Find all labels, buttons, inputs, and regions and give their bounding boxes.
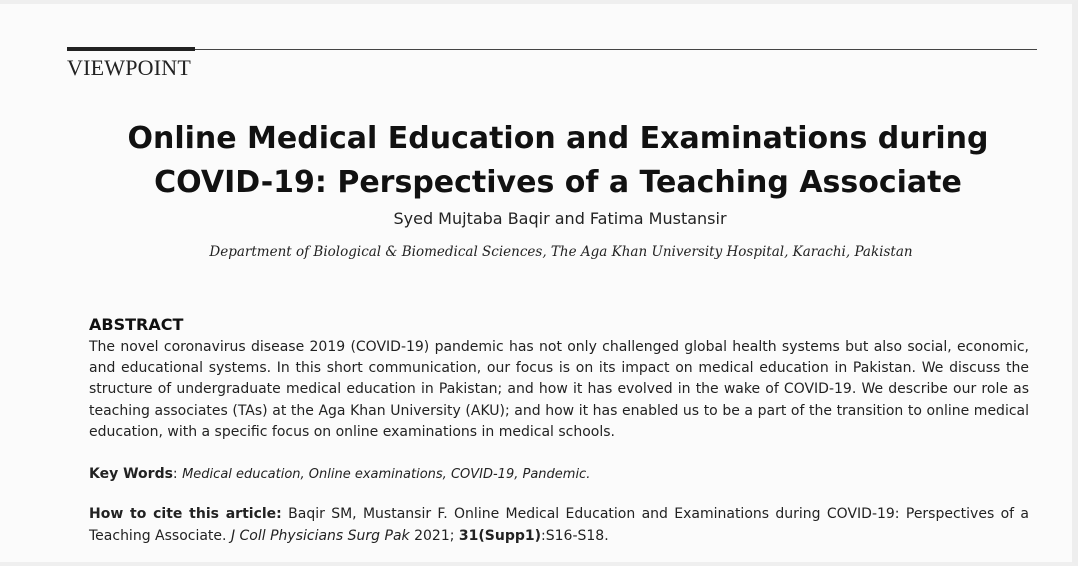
abstract-heading: ABSTRACT xyxy=(89,315,184,334)
abstract-body: The novel coronavirus disease 2019 (COVID-19) pandemic has not only challenged global health systems but also social, economic, and educational systems. In this short communication, our focus is on its impact on medical education in Pakistan. We discuss the structure of undergraduate medical education in Pakistan; and how it has evolved in the wake of COVID-19. We describe our role as teaching associates (TAs) at the Aga Khan University (AKU); and how it has enabled us to be a part of the transition to online medical education, with a specific focus on online examinations in medical schools. xyxy=(89,339,1029,440)
citation-year: 2021; xyxy=(414,527,455,544)
keywords-values: Medical education, Online examinations, COVID-19, Pandemic. xyxy=(182,467,591,482)
citation-label: How to cite this article: xyxy=(89,506,282,522)
citation xyxy=(89,504,1029,547)
citation-text: Baqir SM, Mustansir F. Online Medical Education and Examinations during COVID-19: Perspectives of a Teaching Associate. xyxy=(89,506,1030,544)
affiliation: Department of Biological & Biomedical Sciences, The Aga Khan University Hospital, Karachi, Pakistan xyxy=(209,244,913,260)
article-title xyxy=(0,117,1078,205)
keywords-separator: : xyxy=(172,466,178,482)
article-title-line-1: Online Medical Education and Examinations during xyxy=(127,121,989,156)
article-title-line-2: COVID-19: Perspectives of a Teaching Associate xyxy=(154,165,962,200)
section-tag: VIEWPOINT xyxy=(67,55,191,80)
citation-volume: 31(Supp1) xyxy=(458,527,542,544)
authors: Syed Mujtaba Baqir and Fatima Mustansir xyxy=(393,209,727,228)
section-rule-thick xyxy=(67,47,195,51)
citation-journal: J Coll Physicians Surg Pak xyxy=(230,527,410,544)
keywords xyxy=(89,464,1029,485)
citation-pages: :S16-S18. xyxy=(541,527,609,544)
keywords-label: Key Words xyxy=(89,466,173,482)
section-rule-thin xyxy=(195,49,1037,50)
